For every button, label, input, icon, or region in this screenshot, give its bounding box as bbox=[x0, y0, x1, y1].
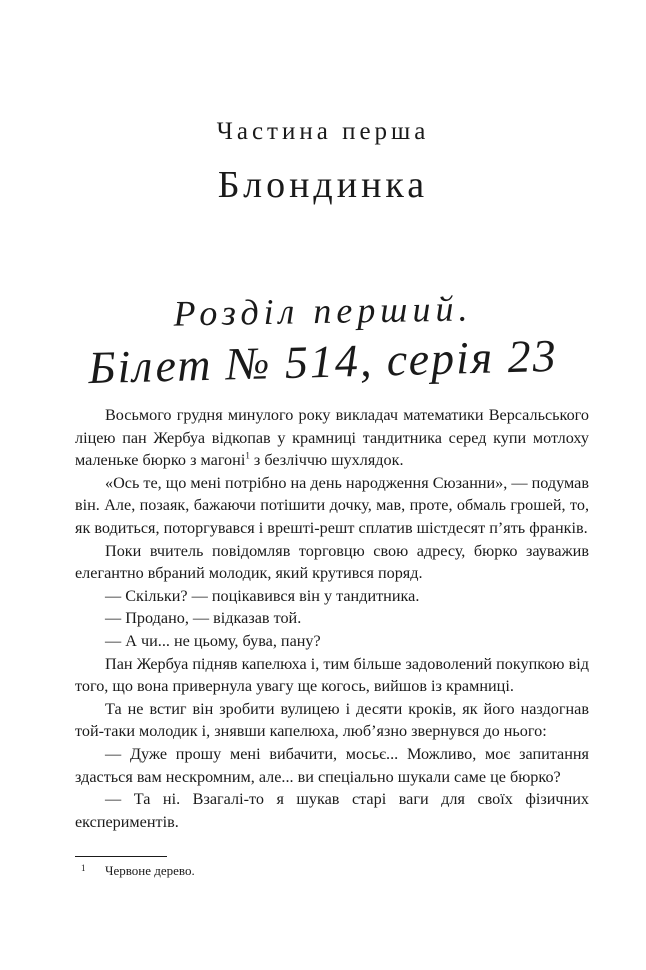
paragraph-text: Восьмого грудня минулого року викладач математики Версальського ліцею пан Жербуа відкопав у крамниці тандитника серед купи мотлоху маленьке бюрко з магоні bbox=[75, 406, 589, 470]
paragraph: «Ось те, що мені потрібно на день народження Сюзанни», — подумав він. Але, позаяк, бажаючи потішити дочку, мав, проте, обмаль грошей, то, як водиться, поторгувався і врешті-решт сплатив шістдесят п’ять франків. bbox=[75, 473, 589, 537]
footnote-reference: 1 bbox=[245, 450, 250, 461]
footnote-text: Червоне дерево. bbox=[105, 863, 195, 878]
paragraph-text: з безліччю шухлядок. bbox=[249, 451, 404, 470]
part-title: Частина перша bbox=[216, 118, 430, 145]
paragraph: Пан Жербуа підняв капелюха і, тим більше задоволений покупкою від того, що вона привернула увагу ще когось, вийшов із крамниці. bbox=[75, 654, 589, 696]
book-title: Блондинка bbox=[217, 164, 429, 206]
chapter-number: Розділ перший. bbox=[173, 288, 473, 334]
footnote bbox=[75, 862, 589, 879]
dialogue-line: — Та ні. Взагалі-то я шукав старі ваги для своїх фізичних експериментів. bbox=[75, 790, 589, 831]
body-text bbox=[75, 404, 589, 833]
footnote-divider bbox=[75, 856, 167, 857]
footnote-mark: 1 bbox=[81, 863, 86, 873]
dialogue-line: — Продано, — відказав той. bbox=[105, 609, 302, 628]
dialogue-line: — Скільки? — поцікавився він у тандитника. bbox=[105, 586, 420, 605]
chapter-title: Білет № 514, серія 23 bbox=[87, 329, 559, 394]
paragraph: Поки вчитель повідомляв торговцю свою адресу, бюрко зауважив елегантно вбраний молодик, який крутився поряд. bbox=[75, 541, 589, 583]
dialogue-line: — Дуже прошу мені вибачити, мосьє... Можливо, моє запитання здасться вам нескромним, але... ви спеціально шукали саме це бюрко? bbox=[75, 744, 589, 786]
paragraph: Та не встиг він зробити вулицею і десяти кроків, як його наздогнав той-таки молодик і, знявши капелюха, люб’язно звернувся до нього: bbox=[75, 699, 589, 741]
dialogue-line: — А чи... не цьому, бува, пану? bbox=[105, 631, 321, 650]
paragraph bbox=[75, 404, 589, 472]
